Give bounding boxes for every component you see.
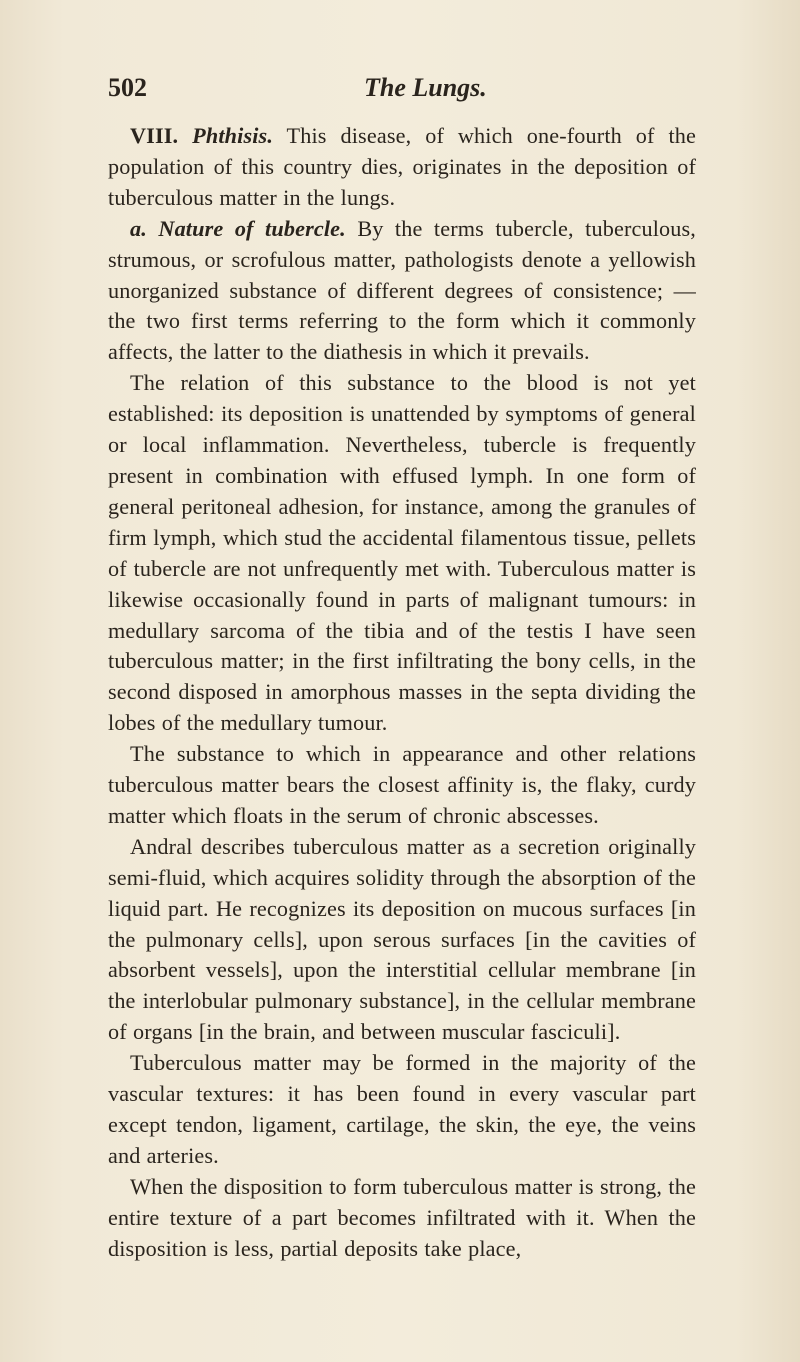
paragraph-andral bbox=[108, 832, 696, 1048]
paragraph-text: By the terms tubercle, tuberculous, strumous, or scrofulous matter, pathologists denote a yellowish unorganized substance of different degrees of consistence; — the two first terms referring to the form which it commonly affects, the latter to the diathesis in which it prevails. bbox=[108, 215, 697, 365]
paragraph-text: Tuberculous matter may be formed in the majority of the vascular textures: it has been found in every vascular part except tendon, ligament, cartilage, the skin, the eye, the veins and arteries. bbox=[108, 1050, 696, 1168]
section-number: VIII. bbox=[130, 123, 179, 148]
paragraph-disposition bbox=[108, 1172, 696, 1265]
subsection-letter: a. bbox=[130, 215, 147, 241]
paragraph-phthisis bbox=[108, 121, 696, 214]
body-text bbox=[108, 121, 696, 1265]
subsection-title: Nature of tubercle. bbox=[158, 215, 346, 241]
paragraph-relation-to-blood bbox=[108, 368, 696, 739]
paragraph-closest-affinity bbox=[108, 739, 696, 832]
section-title: Phthisis. bbox=[192, 123, 274, 148]
paragraph-text: This disease, of which one-fourth of the population of this country dies, originates in the deposition of tuberculous matter in the lungs. bbox=[108, 123, 697, 210]
running-head: The Lungs. bbox=[364, 73, 487, 102]
paragraph-text: Andral describes tuberculous matter as a secretion originally semi-fluid, which acquires solidity through the absorption of the liquid part. He recognizes its deposition on mucous surfaces [in the pulmonary cells], upon serous surfaces [in the cavities of absorbent vessels], upon the interstitial cellular membrane [in the interlobular pulmonary substance], in the cellular membrane of organs [in the brain, and between muscular fasciculi]. bbox=[108, 833, 696, 1045]
paragraph-text: The relation of this substance to the blood is not yet established: its deposition is unattended by symptoms of general or local inflammation. Nevertheless, tubercle is frequently present in combination with effused lymph. In one form of general peritoneal adhesion, for instance, among the granules of firm lymph, which stud the accidental filamentous tissue, pellets of tubercle are not unfrequently met with. Tuberculous matter is likewise occasionally found in parts of malignant tumours: in medullary sarcoma of the tibia and of the testis I have seen tuberculous matter; in the first infiltrating the bony cells, in the second disposed in amorphous masses in the septa dividing the lobes of the medullary tumour. bbox=[108, 370, 696, 736]
paragraph-text: The substance to which in appearance and other relations tuberculous matter bears the closest affinity is, the flaky, curdy matter which floats in the serum of chronic abscesses. bbox=[108, 741, 696, 828]
paragraph-text: When the disposition to form tuberculous matter is strong, the entire texture of a part becomes infiltrated with it. When the disposition is less, partial deposits take place, bbox=[108, 1173, 696, 1261]
page-number: 502 bbox=[108, 73, 147, 102]
paragraph-vascular-textures bbox=[108, 1048, 696, 1172]
paragraph-nature-of-tubercle bbox=[108, 214, 696, 369]
page-header bbox=[108, 70, 698, 106]
